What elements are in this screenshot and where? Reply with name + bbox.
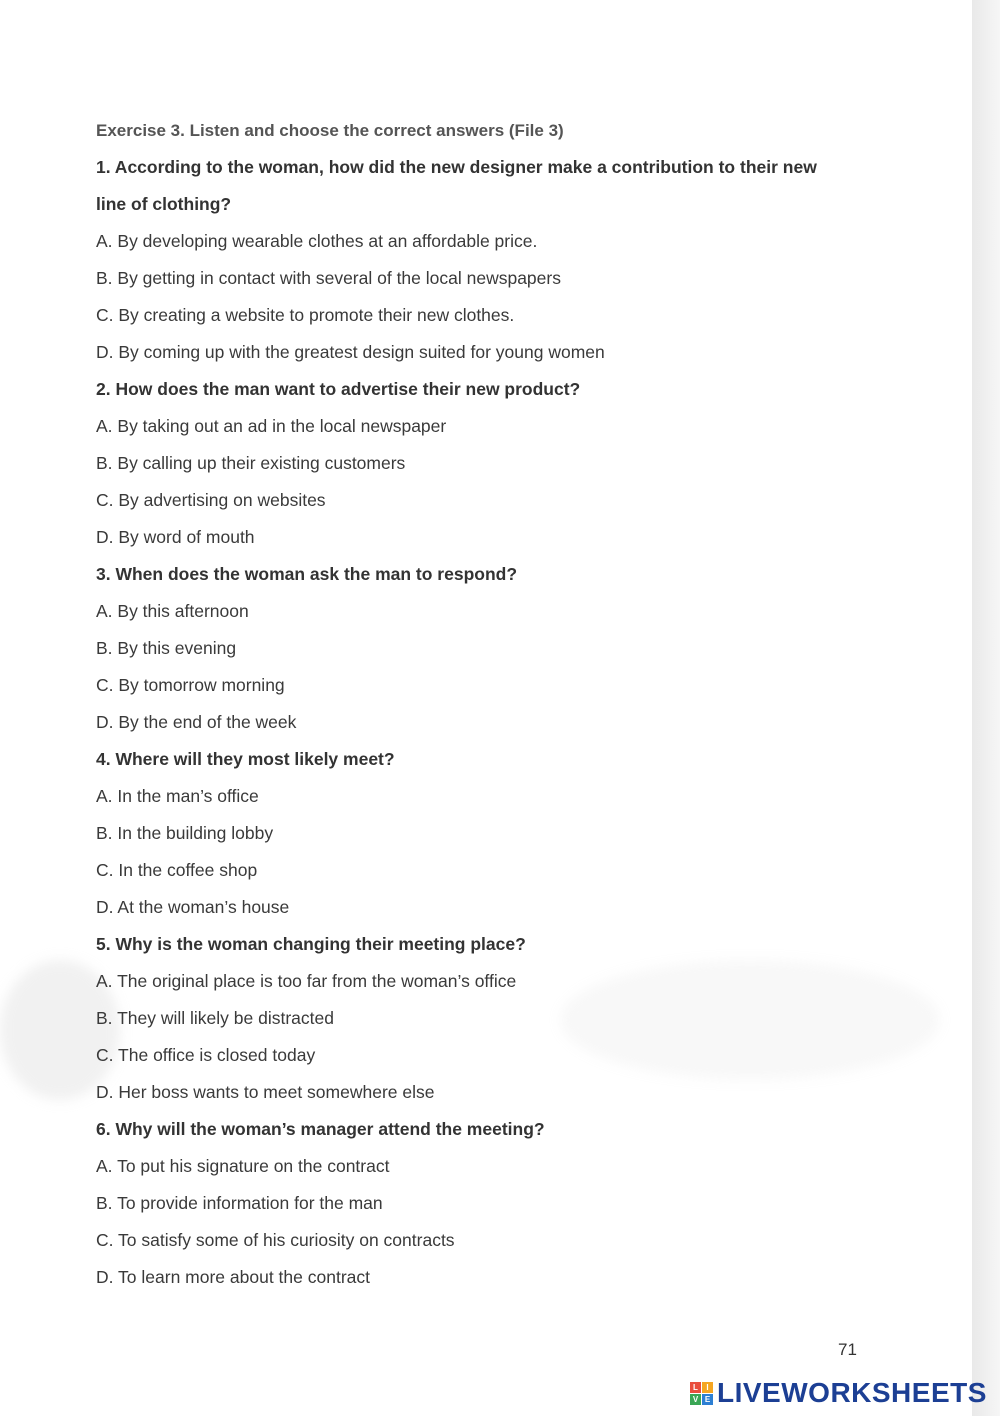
answer-option[interactable]: D. To learn more about the contract xyxy=(96,1267,370,1287)
question-text: 6. Why will the woman’s manager attend the meeting? xyxy=(96,1119,545,1139)
answer-option[interactable]: A. To put his signature on the contract xyxy=(96,1156,390,1176)
logo-mark-letter: V xyxy=(690,1394,701,1405)
answer-option[interactable]: A. By this afternoon xyxy=(96,601,249,621)
answer-option[interactable]: A. By developing wearable clothes at an affordable price. xyxy=(96,231,538,251)
answer-option[interactable]: D. By word of mouth xyxy=(96,527,255,547)
answer-option[interactable]: D. At the woman’s house xyxy=(96,897,290,917)
question-block xyxy=(96,741,876,926)
question-text: line of clothing? xyxy=(96,194,232,214)
answer-option[interactable]: B. By calling up their existing customers xyxy=(96,453,406,473)
answer-option[interactable]: A. In the man’s office xyxy=(96,786,259,806)
question-block xyxy=(96,926,876,1111)
question-text: 1. According to the woman, how did the new designer make a contribution to their new xyxy=(96,157,817,177)
answer-option[interactable]: C. By advertising on websites xyxy=(96,490,326,510)
answer-option[interactable]: D. By the end of the week xyxy=(96,712,297,732)
question-block xyxy=(96,149,876,371)
liveworksheets-logo[interactable] xyxy=(690,1376,987,1410)
answer-option[interactable]: A. The original place is too far from the woman’s office xyxy=(96,971,517,991)
answer-option[interactable]: C. In the coffee shop xyxy=(96,860,258,880)
question-text: 4. Where will they most likely meet? xyxy=(96,749,395,769)
logo-mark-letter: I xyxy=(702,1382,713,1393)
page-number: 71 xyxy=(838,1340,857,1359)
logo-mark-letter: E xyxy=(702,1394,713,1405)
exercise-title: Exercise 3. Listen and choose the correct answers (File 3) xyxy=(96,121,564,140)
answer-option[interactable]: B. By this evening xyxy=(96,638,237,658)
answer-option[interactable]: D. Her boss wants to meet somewhere else xyxy=(96,1082,435,1102)
question-block xyxy=(96,556,876,741)
answer-option[interactable]: B. To provide information for the man xyxy=(96,1193,383,1213)
question-text: 5. Why is the woman changing their meeting place? xyxy=(96,934,526,954)
question-text: 3. When does the woman ask the man to respond? xyxy=(96,564,518,584)
question-block xyxy=(96,371,876,556)
answer-option[interactable]: A. By taking out an ad in the local newspaper xyxy=(96,416,447,436)
question-list xyxy=(96,149,876,1296)
question-text: 2. How does the man want to advertise their new product? xyxy=(96,379,581,399)
logo-mark-letter: L xyxy=(690,1382,701,1393)
answer-option[interactable]: D. By coming up with the greatest design suited for young women xyxy=(96,342,605,362)
answer-option[interactable]: C. By tomorrow morning xyxy=(96,675,285,695)
logo-mark-icon xyxy=(690,1382,713,1405)
answer-option[interactable]: B. They will likely be distracted xyxy=(96,1008,334,1028)
answer-option[interactable]: B. By getting in contact with several of the local newspapers xyxy=(96,268,561,288)
question-block xyxy=(96,1111,876,1296)
answer-option[interactable]: C. By creating a website to promote their new clothes. xyxy=(96,305,515,325)
worksheet-content xyxy=(96,112,876,1296)
page-edge-shadow xyxy=(972,0,1000,1416)
answer-option[interactable]: C. The office is closed today xyxy=(96,1045,316,1065)
answer-option[interactable]: C. To satisfy some of his curiosity on contracts xyxy=(96,1230,455,1250)
answer-option[interactable]: B. In the building lobby xyxy=(96,823,274,843)
logo-text: LIVEWORKSHEETS xyxy=(717,1377,987,1408)
